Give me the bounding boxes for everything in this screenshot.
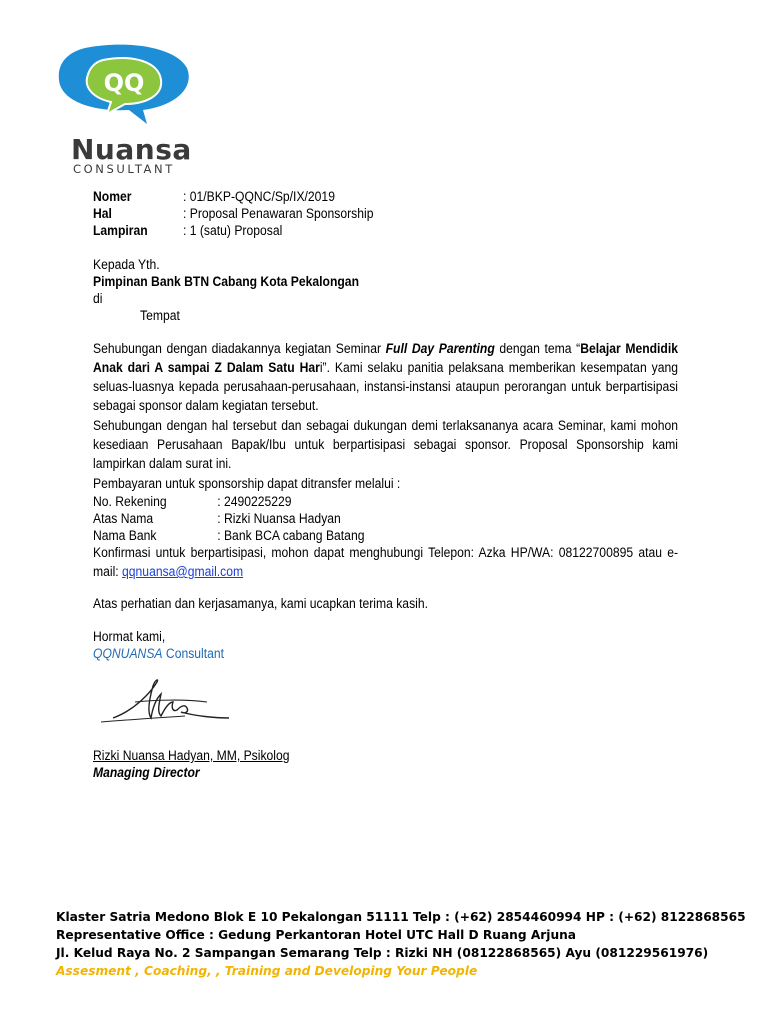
meta-label: Lampiran: [93, 223, 148, 238]
intro-text: Sehubungan dengan diadakannya kegiatan Seminar: [93, 341, 386, 356]
payment-label: Atas Nama: [93, 511, 154, 526]
meta-label: Hal: [93, 206, 112, 221]
payment-value: : Rizki Nuansa Hadyan: [217, 511, 341, 526]
recipient-di: di: [93, 291, 103, 306]
company-italic: QQNUANSA: [93, 646, 163, 661]
payment-value: : Bank BCA cabang Batang: [217, 528, 365, 543]
meta-value: : Proposal Penawaran Sponsorship: [183, 206, 374, 221]
paragraph-confirm: [93, 543, 678, 581]
meta-value: : 1 (satu) Proposal: [183, 223, 283, 238]
footer-address-3: Jl. Kelud Raya No. 2 Sampangan Semarang Telp : Rizki NH (08122868565) Ayu (081229561976): [56, 946, 709, 960]
recipient-greeting: Kepada Yth.: [93, 257, 160, 272]
payment-intro: Pembayaran untuk sponsorship dapat ditransfer melalui :: [93, 476, 401, 491]
payment-row: [93, 493, 292, 510]
footer-address-2: Representative Office : Gedung Perkantoran Hotel UTC Hall D Ruang Arjuna: [56, 928, 577, 942]
company-rest: Consultant: [162, 646, 225, 661]
thanks-text: Atas perhatian dan kerjasamanya, kami ucapkan terima kasih.: [93, 596, 428, 611]
email-link[interactable]: qqnuansa@gmail.com: [122, 564, 244, 579]
payment-label: No. Rekening: [93, 494, 167, 509]
intro-text: dengan tema “: [494, 341, 581, 356]
footer-tagline: Assesment , Coaching, , Training and Developing Your People: [56, 964, 478, 978]
paragraph-request: Sehubungan dengan hal tersebut dan sebagai dukungan demi terlaksananya acara Seminar, kami mohon kesediaan Perusahaan Bapak/Ibu untuk berpartisipasi sebagai sponsor. Proposal Sponsorship kami lampirkan dalam surat ini.: [93, 418, 678, 471]
payment-row: [93, 527, 364, 544]
recipient-name: Pimpinan Bank BTN Cabang Kota Pekalongan: [93, 274, 359, 289]
footer-address-1: Klaster Satria Medono Blok E 10 Pekalongan 51111 Telp : (+62) 2854460994 HP : (+62) 8122868565: [56, 910, 746, 924]
recipient-place: Tempat: [140, 308, 180, 323]
meta-value: : 01/BKP-QQNC/Sp/IX/2019: [183, 189, 335, 204]
confirm-text: Konfirmasi untuk berpartisipasi, mohon dapat menghubungi Telepon: Azka HP/WA: 08122700895 atau e-mail:: [93, 545, 678, 579]
payment-label: Nama Bank: [93, 528, 157, 543]
logo-wordmark: Nuansa: [71, 133, 192, 166]
payment-value: : 2490225229: [217, 494, 292, 509]
logo-subtitle: CONSULTANT: [73, 162, 175, 176]
payment-row: [93, 510, 341, 527]
event-name: Full Day Parenting: [385, 341, 495, 356]
paragraph-intro: [93, 339, 678, 415]
meta-nomer: [93, 188, 335, 205]
logo-qq-text: QQ: [103, 69, 145, 97]
logo-icon: [55, 40, 195, 130]
meta-label: Nomer: [93, 189, 132, 204]
intro-text: ”. Kami selaku panitia pelaksana memberikan kesempatan yang seluas-luasnya kepada perusahaan-perusahaan, instansi-instansi ataupun perorangan untuk berpartisipasi sebagai sponsor dalam kegiatan tersebut.: [93, 360, 678, 413]
closing-company: [93, 645, 224, 662]
event-theme-end: i: [319, 360, 323, 375]
closing-regards: Hormat kami,: [93, 629, 166, 644]
signer-title: Managing Director: [93, 765, 200, 780]
event-theme: Belajar Mendidik Anak dari A sampai Z Dalam Satu Har: [93, 341, 678, 375]
signature-icon: [95, 672, 235, 732]
meta-hal: [93, 205, 373, 222]
meta-lampiran: [93, 222, 282, 239]
signer-name: Rizki Nuansa Hadyan, MM, Psikolog: [93, 748, 290, 763]
